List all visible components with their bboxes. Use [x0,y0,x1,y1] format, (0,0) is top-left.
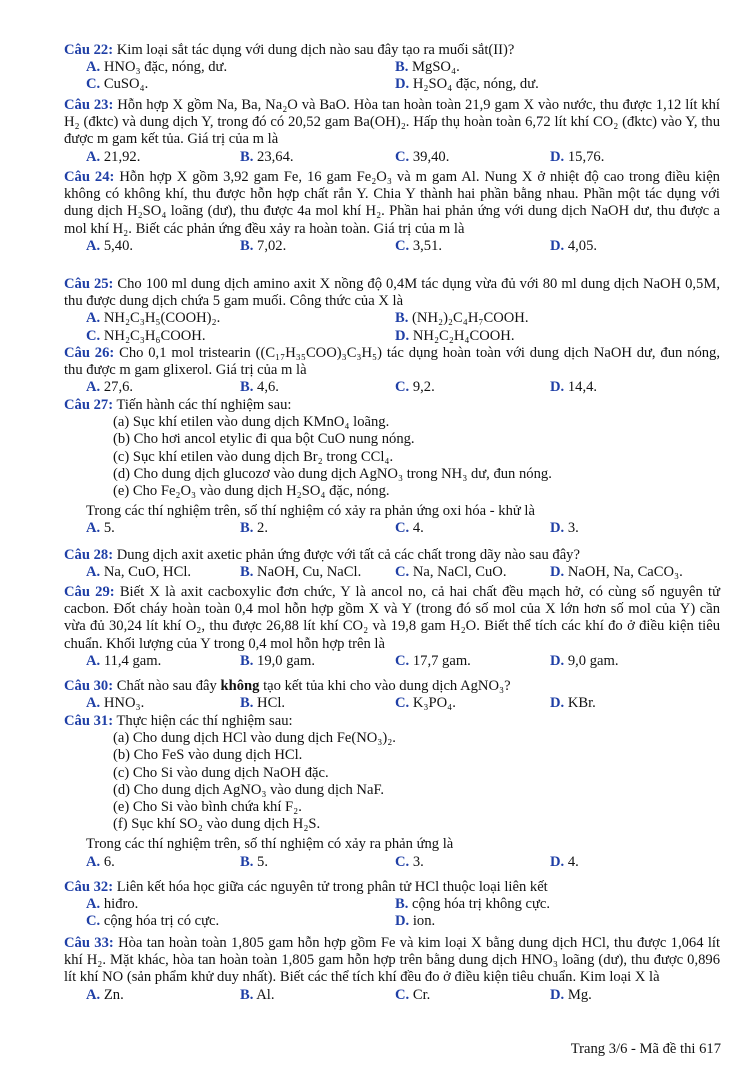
option-a[interactable]: A. 6. [86,853,115,870]
question-number: Câu 33: [64,935,114,951]
question-number: Câu 27: [64,397,114,413]
option-d[interactable]: D. 4. [550,853,579,870]
option-d[interactable]: D. 3. [550,520,579,537]
question-number: Câu 23: [64,97,114,113]
option-b[interactable]: B. 23,64. [240,148,294,165]
experiment-item: (d) Cho dung dịch AgNO₃ vào dung dịch NaF. [113,781,385,798]
question-stem: Câu 28: Dung dịch axit axetic phản ứng được với tất cả các chất trong dãy nào sau đây? [64,547,580,563]
question-23 [64,97,720,166]
option-b[interactable]: B. Al. [240,986,275,1003]
option-b[interactable]: B. NaOH, Cu, NaCl. [240,564,362,581]
question-stem: Câu 32: Liên kết hóa học giữa các nguyên tử trong phân tử HCl thuộc loại liên kết [64,879,548,895]
option-c[interactable]: C. K₃PO₄. [395,695,456,712]
emphasis-not: không [220,678,260,694]
options-row [64,695,720,712]
question-30 [64,678,720,712]
option-b[interactable]: B. cộng hóa trị không cực. [395,896,551,913]
question-number: Câu 31: [64,713,114,729]
option-a[interactable]: A. HNO₃ đặc, nóng, dư. [86,59,228,76]
option-d[interactable]: D. NaOH, Na, CaCO₃. [550,564,683,581]
option-c[interactable]: C. NH₂C₃H₆COOH. [86,327,206,344]
option-b[interactable]: B. 2. [240,520,268,537]
options-row [64,854,720,871]
question-prompt: Trong các thí nghiệm trên, số thí nghiệm có xảy ra phản ứng là [86,836,454,853]
option-b[interactable]: B. HCl. [240,695,286,712]
question-prompt: Trong các thí nghiệm trên, số thí nghiệm có xảy ra phản ứng oxi hóa - khử là [86,503,535,520]
option-d[interactable]: D. Mg. [550,986,592,1003]
question-number: Câu 24: [64,169,115,185]
question-number: Câu 28: [64,547,114,563]
option-a[interactable]: A. 11,4 gam. [86,652,162,669]
experiment-item: (e) Cho Fe₂O₃ vào dung dịch H₂SO₄ đặc, nóng. [113,483,390,500]
option-b[interactable]: B. 19,0 gam. [240,652,316,669]
option-d[interactable]: D. 15,76. [550,148,605,165]
option-d[interactable]: D. 9,0 gam. [550,652,619,669]
question-24 [64,169,720,255]
experiment-item: (e) Cho Si vào bình chứa khí F₂. [113,799,302,816]
question-number: Câu 22: [64,42,114,58]
options-row [64,987,720,1004]
option-c[interactable]: C. 9,2. [395,379,435,396]
options-row [64,653,720,670]
option-a[interactable]: A. HNO₃. [86,695,145,712]
experiment-item: (c) Sục khí etilen vào dung dịch Br₂ trong CCl₄. [113,448,394,465]
option-a[interactable]: A. 5,40. [86,237,134,254]
options-row [64,59,720,76]
question-stem: Câu 30: Chất nào sau đây không tạo kết tủa khi cho vào dung dịch AgNO₃? [64,678,511,694]
question-33 [64,935,720,1004]
question-32 [64,879,720,931]
question-stem: Câu 29: Biết X là axit cacboxylic đơn chức, Y là ancol no, cả hai chất đều mạch hở, có cùng số nguyên tử cacbon. Đốt cháy hoàn toàn 0,4 mol hỗn hợp gồm X và Y (trong đó số mol của X lớn hơn số mol của Y) cần vừa đủ 30,24 lít khí O₂, thu được 26,88 lít khí CO₂ và 19,8 gam H₂O. Biết thể tích các khí đo ở điều kiện tiêu chuẩn. Khối lượng của Y trong 0,4 mol hỗn hợp trên là [64,584,720,652]
option-c[interactable]: C. 4. [395,520,424,537]
page-footer: Trang 3/6 - Mã đề thi 617 [570,1041,721,1057]
question-25 [64,276,720,345]
option-d[interactable]: D. H₂SO₄ đặc, nóng, dư. [395,76,539,93]
option-c[interactable]: C. 3. [395,853,424,870]
options-row [64,149,720,166]
options-row [64,379,720,396]
question-stem: Câu 24: Hỗn hợp X gồm 3,92 gam Fe, 16 gam Fe₂O₃ và m gam Al. Nung X ở nhiệt độ cao trong điều kiện không có không khí, thu được hỗn hợp chất rắn Y. Chia Y thành hai phần bằng nhau. Phần một tác dụng với dung dịch H₂SO₄ loãng (dư), thu được 4a mol khí H₂. Phần hai phản ứng với dung dịch NaOH dư, thu được a mol khí H₂. Biết các phản ứng đều xảy ra hoàn toàn. Giá trị của m là [64,169,720,237]
option-d[interactable]: D. ion. [395,913,436,930]
option-d[interactable]: D. KBr. [550,695,596,712]
options-row [64,238,720,255]
question-stem: Câu 26: Cho 0,1 mol tristearin ((C₁₇H₃₅COO)₃C₃H₅) tác dụng hoàn toàn với dung dịch NaOH dư, đun nóng, thu được m gam glixerol. Giá trị của m là [64,345,720,379]
experiment-item: (f) Sục khí SO₂ vào dung dịch H₂S. [113,816,321,833]
question-number: Câu 30: [64,678,114,694]
question-26 [64,345,720,397]
option-a[interactable]: A. NH₂C₃H₅(COOH)₂. [86,310,221,327]
question-stem: Câu 22: Kim loại sắt tác dụng với dung dịch nào sau đây tạo ra muối sắt(II)? [64,42,515,58]
option-c[interactable]: C. Na, NaCl, CuO. [395,564,507,581]
option-c[interactable]: C. CuSO₄. [86,76,149,93]
option-a[interactable]: A. 5. [86,520,115,537]
options-row [64,896,720,913]
option-b[interactable]: B. MgSO₄. [395,59,460,76]
option-a[interactable]: A. hiđro. [86,896,139,913]
options-row [64,76,720,93]
option-b[interactable]: B. 5. [240,853,268,870]
question-stem: Câu 33: Hòa tan hoàn toàn 1,805 gam hỗn hợp gồm Fe và kim loại X bằng dung dịch HCl, thu được 1,064 lít khí H₂. Mặt khác, hòa tan hoàn toàn 1,805 gam hỗn hợp trên bằng dung dịch HNO₃ loãng (dư), thu được 0,896 lít khí NO (sản phẩm khử duy nhất). Biết các thể tích khí đều đo ở điều kiện tiêu chuẩn. Kim loại X là [64,935,721,986]
option-c[interactable]: C. 39,40. [395,148,450,165]
option-c[interactable]: C. Cr. [395,986,431,1003]
options-row [64,310,720,327]
question-22 [64,42,720,94]
question-28 [64,547,720,581]
question-stem: Câu 25: Cho 100 ml dung dịch amino axit X nồng độ 0,4M tác dụng vừa đủ với 80 ml dung dịch NaOH 0,5M, thu được dung dịch chứa 5 gam muối. Công thức của X là [64,276,720,310]
option-a[interactable]: A. Na, CuO, HCl. [86,564,192,581]
experiment-item: (a) Sục khí etilen vào dung dịch KMnO₄ loãng. [113,414,390,431]
option-b[interactable]: B. (NH₂)₂C₄H₇COOH. [395,310,529,327]
option-b[interactable]: B. 4,6. [240,379,279,396]
question-31 [64,713,720,871]
question-number: Câu 26: [64,345,115,361]
question-number: Câu 29: [64,584,115,600]
experiment-item: (a) Cho dung dịch HCl vào dung dịch Fe(NO₃)₂. [113,730,396,747]
question-29 [64,584,720,670]
option-b[interactable]: B. 7,02. [240,237,287,254]
question-stem: Câu 27: Tiến hành các thí nghiệm sau: [64,397,292,413]
option-d[interactable]: D. 4,05. [550,237,598,254]
question-number: Câu 32: [64,879,114,895]
options-row [64,913,720,930]
question-number: Câu 25: [64,276,114,292]
option-a[interactable]: A. 21,92. [86,148,141,165]
option-c[interactable]: C. 17,7 gam. [395,652,471,669]
experiment-item: (b) Cho hơi ancol etylic đi qua bột CuO nung nóng. [113,431,415,448]
experiment-item: (d) Cho dung dịch glucozơ vào dung dịch AgNO₃ trong NH₃ dư, đun nóng. [113,465,552,482]
question-27 [64,397,720,538]
options-row [64,520,720,537]
options-row [64,328,720,345]
option-a[interactable]: A. 27,6. [86,379,134,396]
options-row [64,564,720,581]
option-a[interactable]: A. Zn. [86,986,124,1003]
question-stem: Câu 23: Hỗn hợp X gồm Na, Ba, Na₂O và BaO. Hòa tan hoàn toàn 21,9 gam X vào nước, thu được 1,12 lít khí H₂ (đktc) và dung dịch Y, trong đó có 20,52 gam Ba(OH)₂. Hấp thụ hoàn toàn 6,72 lít khí CO₂ (đktc) vào Y, thu được m gam kết tủa. Giá trị của m là [64,97,720,148]
question-stem: Câu 31: Thực hiện các thí nghiệm sau: [64,713,293,729]
option-d[interactable]: D. 14,4. [550,379,598,396]
option-c[interactable]: C. cộng hóa trị có cực. [86,913,220,930]
option-d[interactable]: D. NH₂C₂H₄COOH. [395,327,515,344]
option-c[interactable]: C. 3,51. [395,237,443,254]
experiment-item: (c) Cho Si vào dung dịch NaOH đặc. [113,764,329,781]
experiment-item: (b) Cho FeS vào dung dịch HCl. [113,747,303,764]
